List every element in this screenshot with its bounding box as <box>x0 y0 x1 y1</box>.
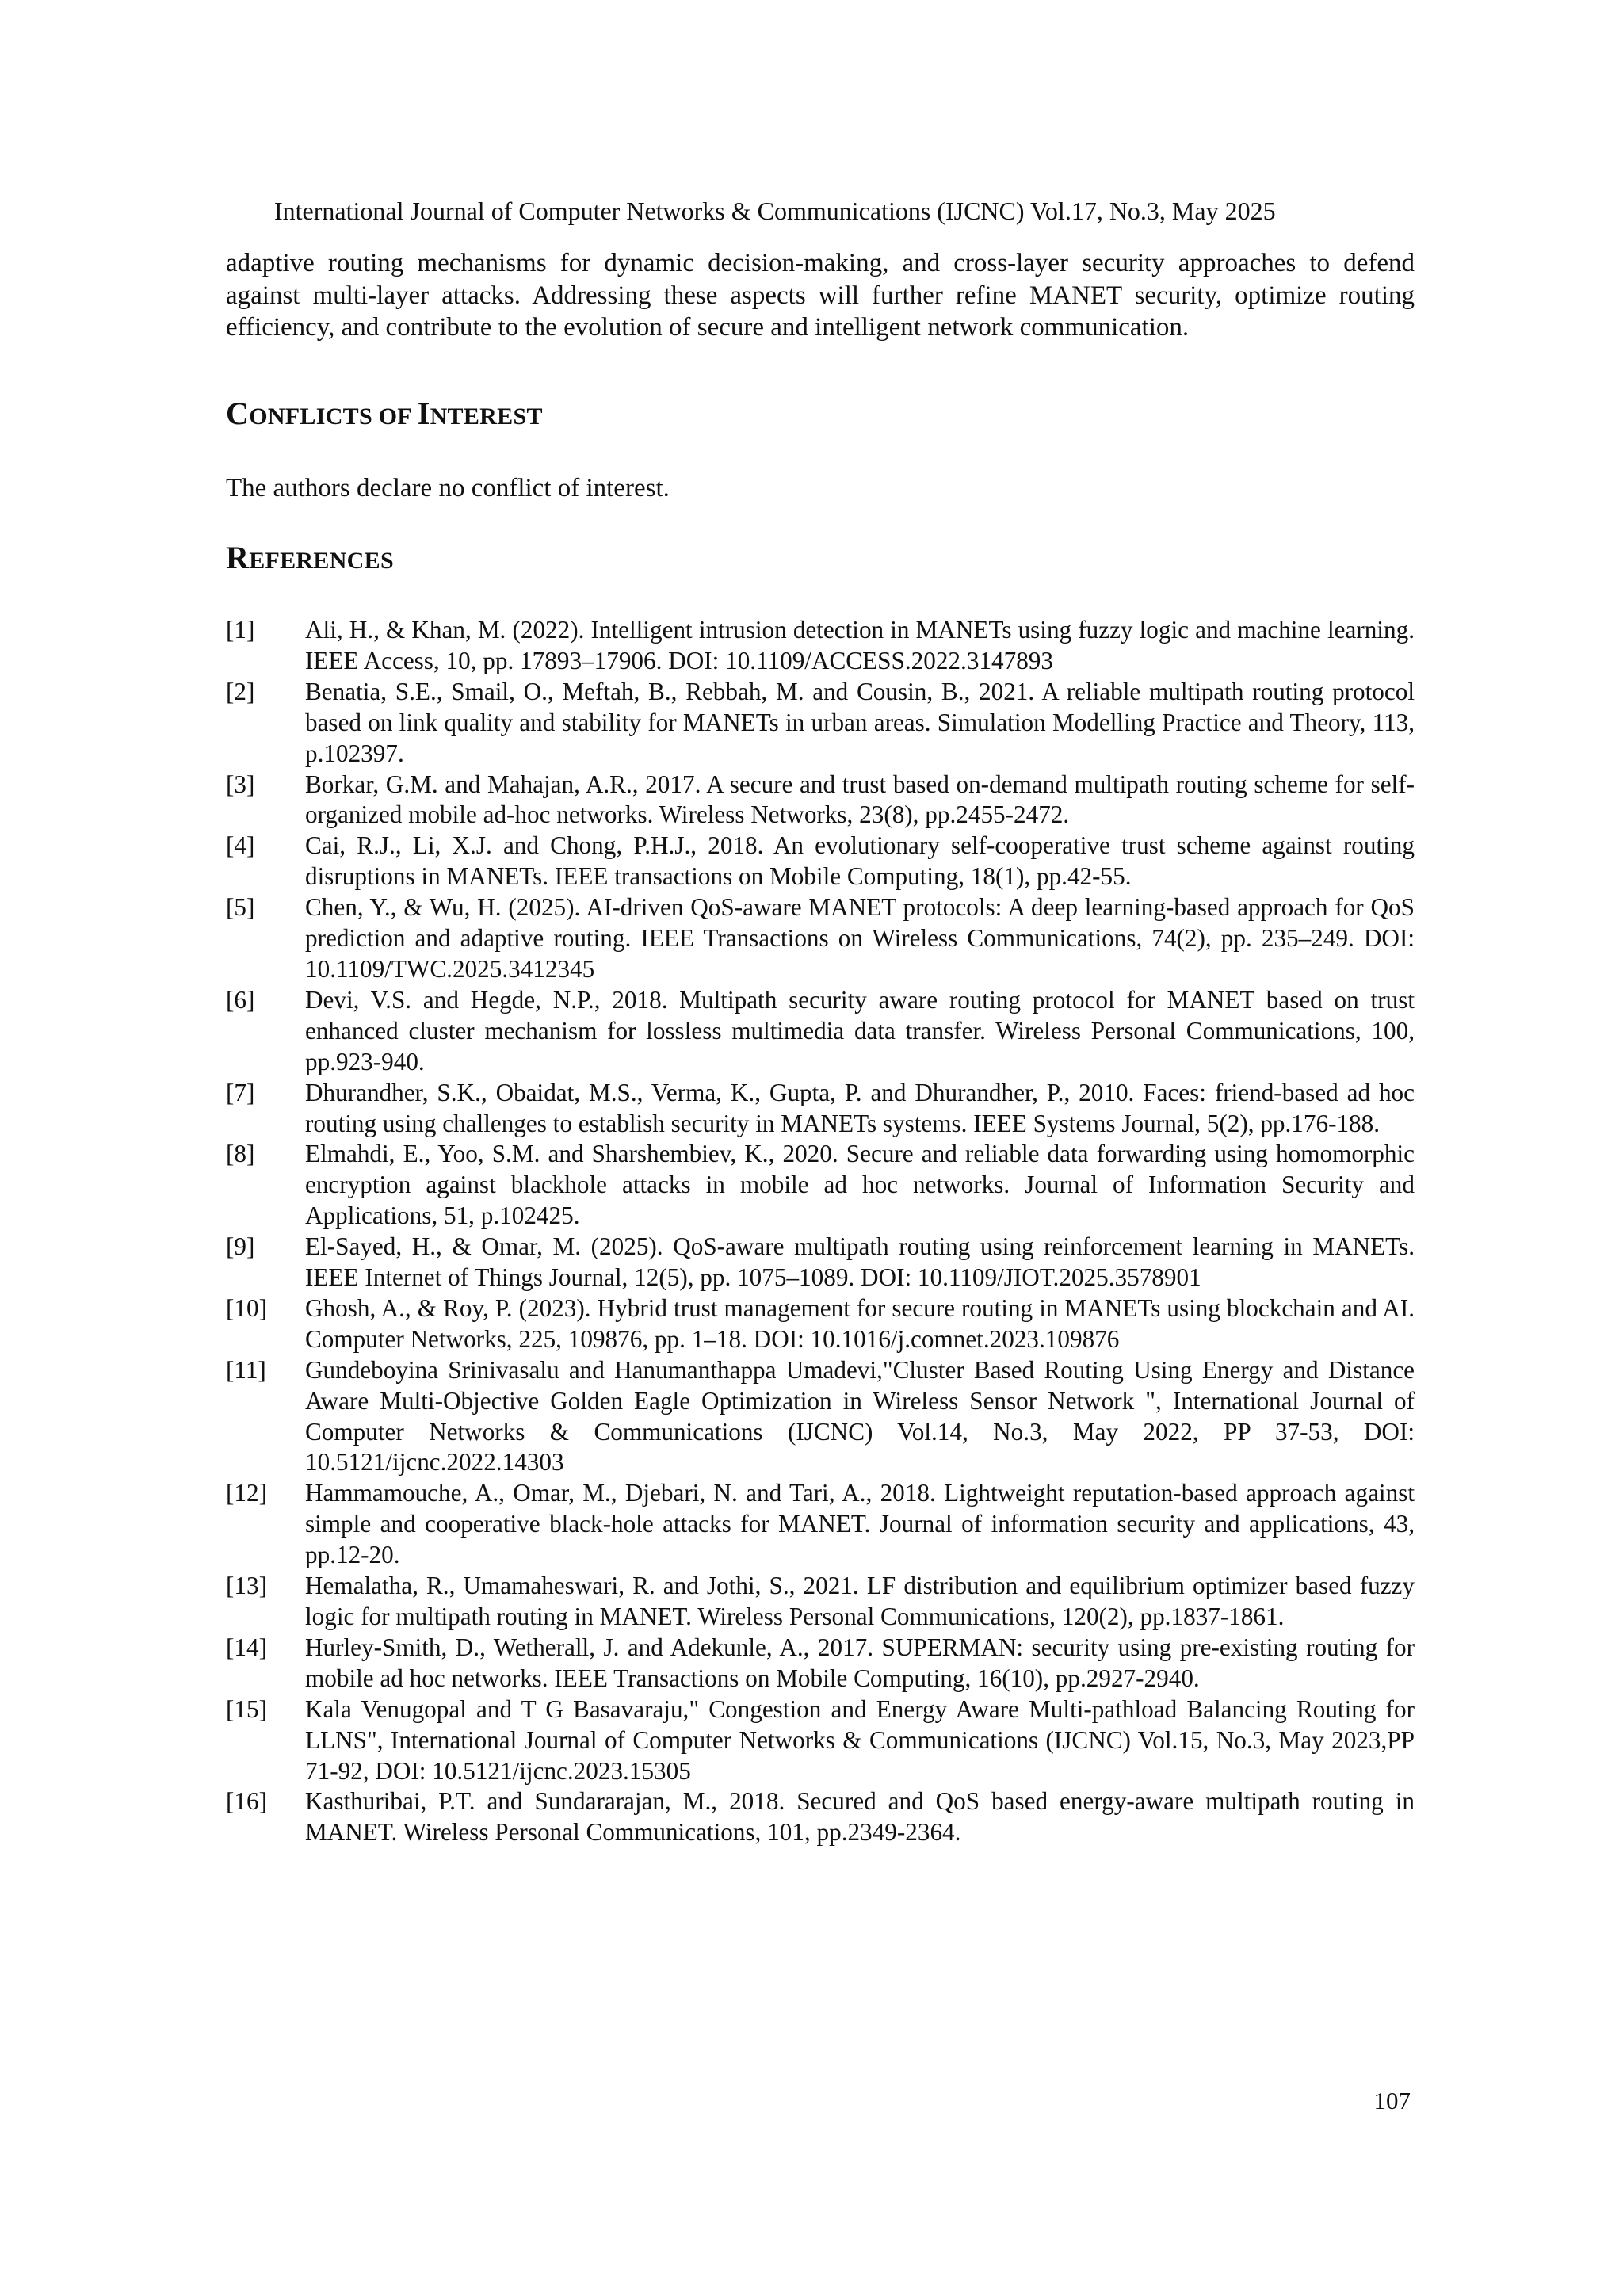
reference-number: [2] <box>226 677 255 705</box>
reference-text: Chen, Y., & Wu, H. (2025). AI-driven QoS-aware MANET protocols: A deep learning-based approach for QoS prediction and adaptive routing. IEEE Transactions on Wireless Communications, 74(2), pp. 235–249. DOI: 10.1109/TWC.2025.3412345 <box>305 893 1415 983</box>
reference-number: [8] <box>226 1140 255 1168</box>
reference-item <box>226 985 1415 1078</box>
heading-initial: R <box>226 540 250 575</box>
reference-number: [4] <box>226 831 255 860</box>
reference-number: [6] <box>226 985 255 1014</box>
reference-list <box>226 615 1415 1848</box>
reference-text: Elmahdi, E., Yoo, S.M. and Sharshembiev, K., 2020. Secure and reliable data forwarding using homomorphic encryption against blackhole attacks in mobile ad hoc networks. Journal of Information Security and Applications, 51, p.102425. <box>305 1140 1415 1230</box>
reference-text: Benatia, S.E., Smail, O., Meftah, B., Rebbah, M. and Cousin, B., 2021. A reliable multipath routing protocol based on link quality and stability for MANETs in urban areas. Simulation Modelling Practice and Theory, 113, p.102397. <box>305 677 1415 767</box>
heading-initial: I <box>417 395 430 431</box>
page-number: 107 <box>1373 2087 1411 2115</box>
reference-number: [14] <box>226 1633 267 1661</box>
conflicts-of-interest-heading <box>226 396 1415 434</box>
reference-item <box>226 615 1415 677</box>
reference-item <box>226 1293 1415 1355</box>
reference-number: [12] <box>226 1479 267 1507</box>
reference-number: [16] <box>226 1787 267 1816</box>
intro-paragraph: adaptive routing mechanisms for dynamic decision-making, and cross-layer security approaches to defend against multi-layer attacks. Addressing these aspects will further refine MANET security, optimize routing efficiency, and contribute to the evolution of secure and intelligent network communication. <box>226 249 1415 342</box>
reference-item <box>226 1633 1415 1694</box>
reference-text: Hemalatha, R., Umamaheswari, R. and Jothi, S., 2021. LF distribution and equilibrium optimizer based fuzzy logic for multipath routing in MANET. Wireless Personal Communications, 120(2), pp.1837-1861. <box>305 1572 1415 1630</box>
reference-number: [7] <box>226 1078 255 1106</box>
reference-item <box>226 1078 1415 1140</box>
reference-item <box>226 1478 1415 1571</box>
reference-item <box>226 1139 1415 1232</box>
reference-text: Ali, H., & Khan, M. (2022). Intelligent intrusion detection in MANETs using fuzzy logic and machine learning. IEEE Access, 10, pp. 17893–17906. DOI: 10.1109/ACCESS.2022.3147893 <box>305 616 1415 674</box>
heading-rest: EFERENCES <box>249 548 394 574</box>
reference-number: [3] <box>226 770 255 798</box>
reference-text: Hammamouche, A., Omar, M., Djebari, N. and Tari, A., 2018. Lightweight reputation-based approach against simple and cooperative black-hole attacks for MANET. Journal of information security and applications, 43, pp.12-20. <box>305 1479 1415 1569</box>
reference-item <box>226 677 1415 770</box>
heading-rest: NTEREST <box>430 403 543 430</box>
reference-text: Cai, R.J., Li, X.J. and Chong, P.H.J., 2018. An evolutionary self-cooperative trust scheme against routing disruptions in MANETs. IEEE transactions on Mobile Computing, 18(1), pp.42-55. <box>305 831 1415 891</box>
reference-item <box>226 1571 1415 1633</box>
reference-number: [13] <box>226 1572 267 1600</box>
reference-text: Borkar, G.M. and Mahajan, A.R., 2017. A secure and trust based on-demand multipath routing scheme for self-organized mobile ad-hoc networks. Wireless Networks, 23(8), pp.2455-2472. <box>305 770 1415 829</box>
reference-number: [10] <box>226 1293 267 1322</box>
reference-item <box>226 831 1415 892</box>
reference-item <box>226 1786 1415 1848</box>
reference-item <box>226 892 1415 985</box>
reference-item <box>226 1355 1415 1479</box>
reference-text: El-Sayed, H., & Omar, M. (2025). QoS-aware multipath routing using reinforcement learning in MANETs. IEEE Internet of Things Journal, 12(5), pp. 1075–1089. DOI: 10.1109/JIOT.2025.3578901 <box>305 1232 1415 1292</box>
heading-rest: ONFLICTS OF <box>249 403 418 430</box>
reference-item <box>226 1232 1415 1293</box>
reference-text: Ghosh, A., & Roy, P. (2023). Hybrid trust management for secure routing in MANETs using blockchain and AI. Computer Networks, 225, 109876, pp. 1–18. DOI: 10.1016/j.comnet.2023.109876 <box>305 1293 1415 1353</box>
reference-item <box>226 770 1415 831</box>
main-column <box>226 247 1415 1848</box>
reference-text: Hurley-Smith, D., Wetherall, J. and Adekunle, A., 2017. SUPERMAN: security using pre-existing routing for mobile ad hoc networks. IEEE Transactions on Mobile Computing, 16(10), pp.2927-2940. <box>305 1633 1415 1692</box>
reference-number: [1] <box>226 616 255 644</box>
references-heading <box>226 541 1415 579</box>
reference-number: [15] <box>226 1694 267 1723</box>
reference-text: Devi, V.S. and Hegde, N.P., 2018. Multipath security aware routing protocol for MANET based on trust enhanced cluster mechanism for lossless multimedia data transfer. Wireless Personal Communications, 100, pp.923-940. <box>305 985 1415 1075</box>
reference-number: [5] <box>226 893 255 922</box>
heading-initial: C <box>226 395 250 431</box>
reference-number: [9] <box>226 1232 255 1261</box>
reference-text: Dhurandher, S.K., Obaidat, M.S., Verma, K., Gupta, P. and Dhurandher, P., 2010. Faces: friend-based ad hoc routing using challenges to establish security in MANETs systems. IEEE Systems Journal, 5(2), pp.176-188. <box>305 1078 1415 1137</box>
running-head: International Journal of Computer Networks & Communications (IJCNC) Vol.17, No.3, May 2025 <box>274 197 1276 225</box>
reference-text: Gundeboyina Srinivasalu and Hanumanthappa Umadevi,"Cluster Based Routing Using Energy and Distance Aware Multi-Objective Golden Eagle Optimization in Wireless Sensor Network ", International Journal of Computer Networks & Communications (IJCNC) Vol.14, No.3, May 2022, PP 37-53, DOI: 10.5121/ijcnc.2022.14303 <box>305 1355 1415 1477</box>
reference-number: [11] <box>226 1355 266 1384</box>
reference-text: Kala Venugopal and T G Basavaraju," Congestion and Energy Aware Multi-pathload Balancing Routing for LLNS", International Journal of Computer Networks & Communications (IJCNC) Vol.15, No.3, May 2023,PP 71-92, DOI: 10.5121/ijcnc.2023.15305 <box>305 1694 1415 1785</box>
conflict-statement: The authors declare no conflict of interest. <box>226 473 670 502</box>
reference-text: Kasthuribai, P.T. and Sundararajan, M., 2018. Secured and QoS based energy-aware multipath routing in MANET. Wireless Personal Communications, 101, pp.2349-2364. <box>305 1787 1415 1847</box>
reference-item <box>226 1694 1415 1787</box>
